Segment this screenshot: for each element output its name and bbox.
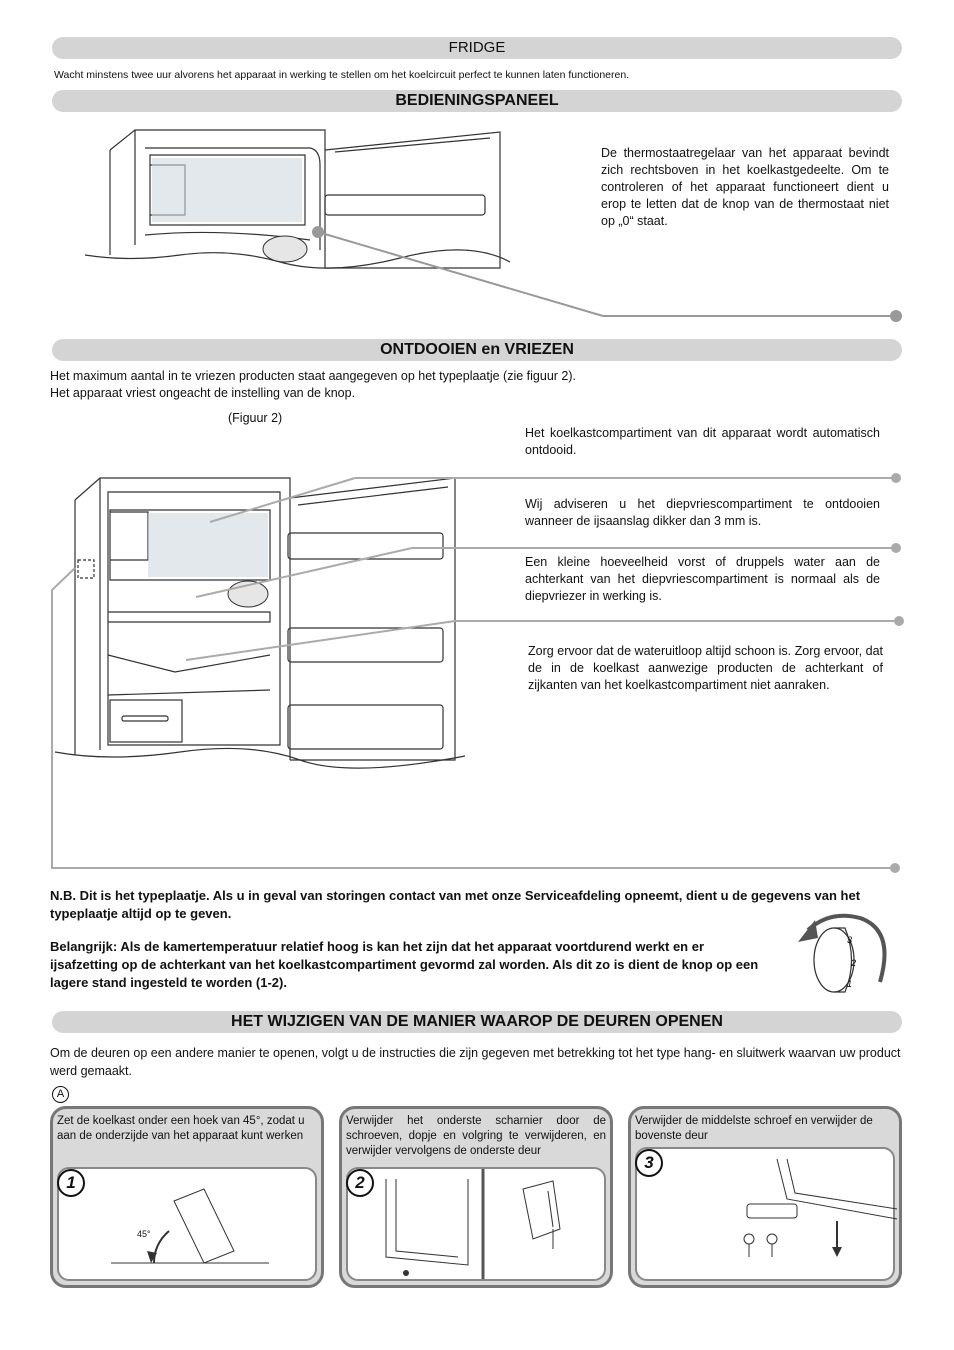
figure-caption: (Figuur 2): [228, 411, 283, 425]
step-2-text: Verwijder het onderste scharnier door de schroeven, dopje en volgring te verwijderen, en verwijder vervolgens de onderste deur: [346, 1115, 606, 1157]
top-door-removal-illustration: [637, 1149, 899, 1279]
step-3-text: Verwijder de middelste schroef en verwijder de bovenste deur: [635, 1115, 873, 1142]
doors-intro: Om de deuren op een andere manier te openen, volgt u de instructies die zijn gegeven met betrekking tot het type hang- en sluitwerk waarvan uw product werd gemaakt.: [50, 1046, 901, 1078]
tilted-fridge-illustration: [59, 1169, 321, 1279]
thermostat-knob-illustration: [798, 916, 885, 992]
defrost-note-1: Het koelkastcompartiment van dit apparaat wordt automatisch ontdooid.: [525, 426, 880, 457]
hinge-removal-illustration: [348, 1169, 610, 1279]
panel-description: De thermostaatregelaar van het apparaat bevindt zich rechtsboven in het koelkastgedeelte. Om te controleren of het apparaat functioneert dient u erop te letten dat de knop van de thermostaat niet op „0“ staat.: [601, 146, 889, 228]
important-note: Belangrijk: Als de kamertemperatuur relatief hoog is kan het zijn dat het apparaat voortdurend werkt en er ijsafzetting op de achterkant van het koelkastcompartiment gevormd zal worden. Als dit zo is dient de knop op een lagere stand ingesteld te worden (1-2).: [50, 939, 759, 990]
rating-plate-note: N.B. Dit is het typeplaatje. Als u in geval van storingen contact van met onze Serviceafdeling opneemt, dient u de gegevens van het typeplaatje altijd op te geven.: [50, 888, 861, 921]
section-title-control-panel: BEDIENINGSPANEEL: [52, 90, 902, 112]
angle-label: 45°: [137, 1229, 151, 1239]
knob-mark-1: 1: [847, 979, 853, 989]
defrost-note-3: Een kleine hoeveelheid vorst of druppels water aan de achterkant van het diepvriescompartiment is normaal als de diepvriezer in werking is.: [525, 555, 880, 603]
step-3-panel: [628, 1106, 902, 1288]
step-1-text: Zet de koelkast onder een hoek van 45°, zodat u aan de onderzijde van het apparaat kunt werken: [57, 1115, 305, 1142]
step-1-panel: [50, 1106, 324, 1288]
knob-mark-3: 3: [847, 935, 853, 945]
defrost-intro-2: Het apparaat vriest ongeacht de instelling van de knop.: [50, 386, 356, 400]
section-title-doors: HET WIJZIGEN VAN DE MANIER WAAROP DE DEUREN OPENEN: [52, 1011, 902, 1033]
knob-mark-2: 2: [851, 958, 857, 968]
defrost-note-2: Wij adviseren u het diepvriescompartiment te ontdooien wanneer de ijsaanslag dikker dan 3 mm is.: [525, 497, 880, 528]
step-3-number: 3: [635, 1149, 663, 1177]
figure-label-a: A: [52, 1086, 69, 1103]
intro-note: Wacht minstens twee uur alvorens het apparaat in werking te stellen om het koelcircuit perfect te kunnen laten functioneren.: [54, 69, 630, 81]
section-title-defrost: ONTDOOIEN en VRIEZEN: [52, 339, 902, 361]
defrost-intro-1: Het maximum aantal in te vriezen producten staat aangegeven op het typeplaatje (zie figuur 2).: [50, 369, 577, 383]
step-2-number: 2: [346, 1169, 374, 1197]
section-title-fridge: FRIDGE: [52, 37, 902, 59]
step-2-panel: [339, 1106, 613, 1288]
defrost-note-4: Zorg ervoor dat de wateruitloop altijd schoon is. Zorg ervoor, dat de in de koelkast aanwezige producten de achterkant of zijkanten van het koelkastcompartiment niet aanraken.: [528, 644, 883, 692]
step-1-number: 1: [57, 1169, 85, 1197]
